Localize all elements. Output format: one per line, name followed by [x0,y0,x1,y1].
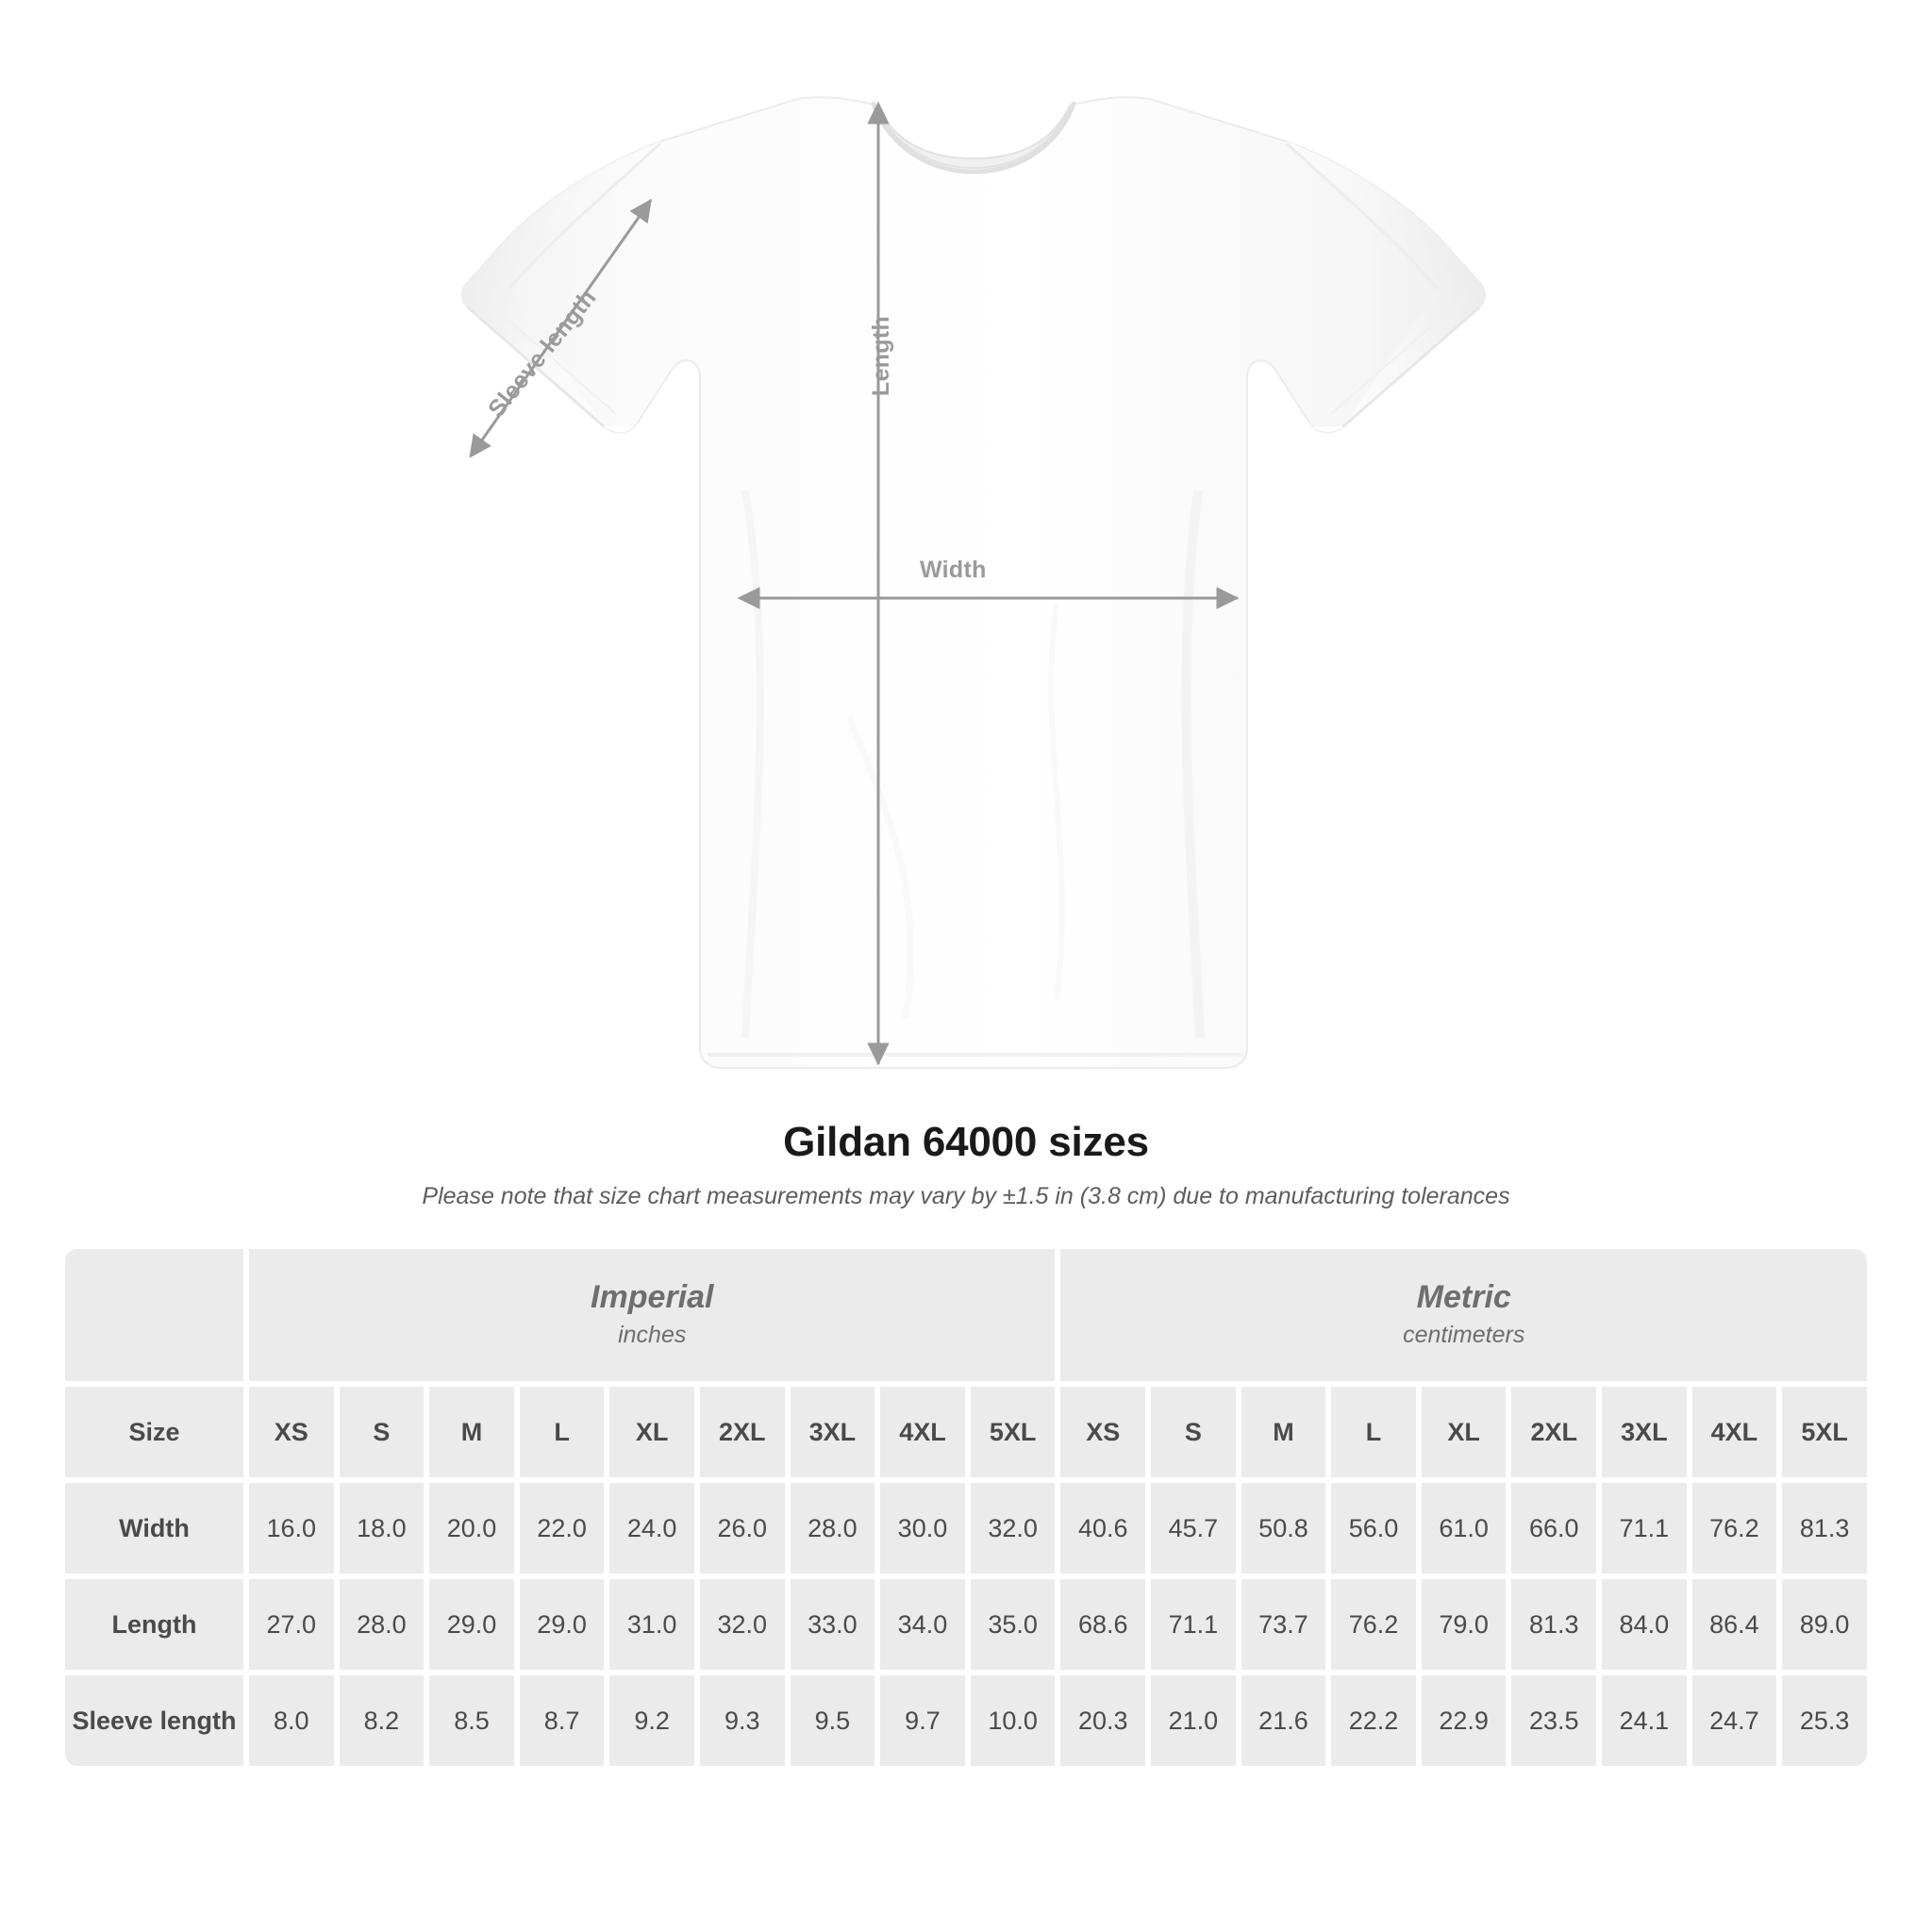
imperial-group-header [246,1246,1058,1384]
cell-sleeve-metric-4xl: 24.7 [1690,1673,1780,1769]
cell-length-metric-l: 76.2 [1328,1576,1419,1673]
cell-length-metric-4xl: 86.4 [1690,1576,1780,1673]
size-header-cell: Size [62,1384,246,1480]
cell-width-imperial-2xl: 26.0 [697,1480,788,1576]
tolerance-note: Please note that size chart measurements may vary by ±1.5 in (3.8 cm) due to manufacturing tolerances [422,1183,1510,1209]
page-title: Gildan 64000 sizes [783,1119,1149,1165]
size-header-imperial-xl: XL [607,1384,697,1480]
size-header-metric-l: L [1328,1384,1419,1480]
cell-length-metric-3xl: 84.0 [1599,1576,1690,1673]
cell-length-imperial-xl: 31.0 [607,1576,697,1673]
cell-sleeve-imperial-5xl: 10.0 [968,1673,1058,1769]
cell-width-metric-l: 56.0 [1328,1480,1419,1576]
cell-length-imperial-xs: 27.0 [246,1576,337,1673]
cell-width-metric-xl: 61.0 [1419,1480,1509,1576]
cell-length-metric-xl: 79.0 [1419,1576,1509,1673]
cell-length-imperial-m: 29.0 [426,1576,517,1673]
size-header-imperial-4xl: 4XL [877,1384,968,1480]
cell-length-metric-5xl: 89.0 [1779,1576,1870,1673]
cell-sleeve-metric-s: 21.0 [1148,1673,1239,1769]
row-label-sleeve-length: Sleeve length [62,1673,246,1769]
table-row-sizes [62,1384,1870,1480]
metric-system-label: Metric [1416,1279,1511,1315]
size-header-metric-2xl: 2XL [1508,1384,1599,1480]
cell-sleeve-metric-xs: 20.3 [1058,1673,1148,1769]
cell-length-imperial-5xl: 35.0 [968,1576,1058,1673]
cell-sleeve-imperial-xl: 9.2 [607,1673,697,1769]
cell-width-metric-2xl: 66.0 [1508,1480,1599,1576]
cell-width-imperial-s: 18.0 [337,1480,427,1576]
size-header-imperial-2xl: 2XL [697,1384,788,1480]
cell-width-metric-5xl: 81.3 [1779,1480,1870,1576]
cell-length-metric-xs: 68.6 [1058,1576,1148,1673]
imperial-system-label: Imperial [591,1279,714,1315]
size-header-imperial-5xl: 5XL [968,1384,1058,1480]
table-row-units [62,1246,1870,1384]
cell-length-metric-2xl: 81.3 [1508,1576,1599,1673]
row-label-length: Length [62,1576,246,1673]
cell-length-imperial-4xl: 34.0 [877,1576,968,1673]
metric-group-header [1058,1246,1870,1384]
cell-length-imperial-l: 29.0 [517,1576,608,1673]
cell-width-imperial-3xl: 28.0 [788,1480,878,1576]
size-table-wrapper [62,1246,1870,1769]
cell-width-imperial-4xl: 30.0 [877,1480,968,1576]
cell-width-metric-s: 45.7 [1148,1480,1239,1576]
sleeve-length-label: Sleeve length [483,284,602,423]
size-header-imperial-3xl: 3XL [788,1384,878,1480]
cell-width-metric-m: 50.8 [1239,1480,1329,1576]
cell-width-imperial-5xl: 32.0 [968,1480,1058,1576]
cell-sleeve-imperial-4xl: 9.7 [877,1673,968,1769]
cell-sleeve-metric-3xl: 24.1 [1599,1673,1690,1769]
size-header-metric-s: S [1148,1384,1239,1480]
cell-sleeve-imperial-s: 8.2 [337,1673,427,1769]
cell-sleeve-imperial-xs: 8.0 [246,1673,337,1769]
cell-width-imperial-xl: 24.0 [607,1480,697,1576]
cell-sleeve-metric-2xl: 23.5 [1508,1673,1599,1769]
cell-sleeve-imperial-3xl: 9.5 [788,1673,878,1769]
cell-width-imperial-m: 20.0 [426,1480,517,1576]
size-header-metric-4xl: 4XL [1690,1384,1780,1480]
size-header-metric-xl: XL [1419,1384,1509,1480]
cell-length-imperial-3xl: 33.0 [788,1576,878,1673]
cell-length-metric-s: 71.1 [1148,1576,1239,1673]
size-header-metric-5xl: 5XL [1779,1384,1870,1480]
title-block [0,1119,1932,1210]
table-row-sleeve-length [62,1673,1870,1769]
cell-width-imperial-xs: 16.0 [246,1480,337,1576]
width-label: Width [920,557,987,583]
imperial-unit-label: inches [618,1321,687,1348]
row-label-width: Width [62,1480,246,1576]
cell-sleeve-imperial-m: 8.5 [426,1673,517,1769]
cell-length-imperial-2xl: 32.0 [697,1576,788,1673]
cell-length-imperial-s: 28.0 [337,1576,427,1673]
cell-sleeve-metric-l: 22.2 [1328,1673,1419,1769]
size-header-metric-3xl: 3XL [1599,1384,1690,1480]
units-corner-cell [62,1246,246,1384]
cell-length-metric-m: 73.7 [1239,1576,1329,1673]
length-label: Length [868,315,894,396]
table-row-length [62,1576,1870,1673]
table-row-width [62,1480,1870,1576]
size-header-imperial-s: S [337,1384,427,1480]
cell-sleeve-imperial-l: 8.7 [517,1673,608,1769]
size-header-imperial-xs: XS [246,1384,337,1480]
size-header-metric-m: M [1239,1384,1329,1480]
cell-width-metric-4xl: 76.2 [1690,1480,1780,1576]
size-table [62,1246,1870,1769]
cell-width-imperial-l: 22.0 [517,1480,608,1576]
size-header-imperial-l: L [517,1384,608,1480]
cell-sleeve-metric-m: 21.6 [1239,1673,1329,1769]
size-header-imperial-m: M [426,1384,517,1480]
size-header-metric-xs: XS [1058,1384,1148,1480]
cell-sleeve-metric-xl: 22.9 [1419,1673,1509,1769]
cell-sleeve-metric-5xl: 25.3 [1779,1673,1870,1769]
cell-sleeve-imperial-2xl: 9.3 [697,1673,788,1769]
cell-width-metric-xs: 40.6 [1058,1480,1148,1576]
cell-width-metric-3xl: 71.1 [1599,1480,1690,1576]
metric-unit-label: centimeters [1403,1321,1525,1348]
